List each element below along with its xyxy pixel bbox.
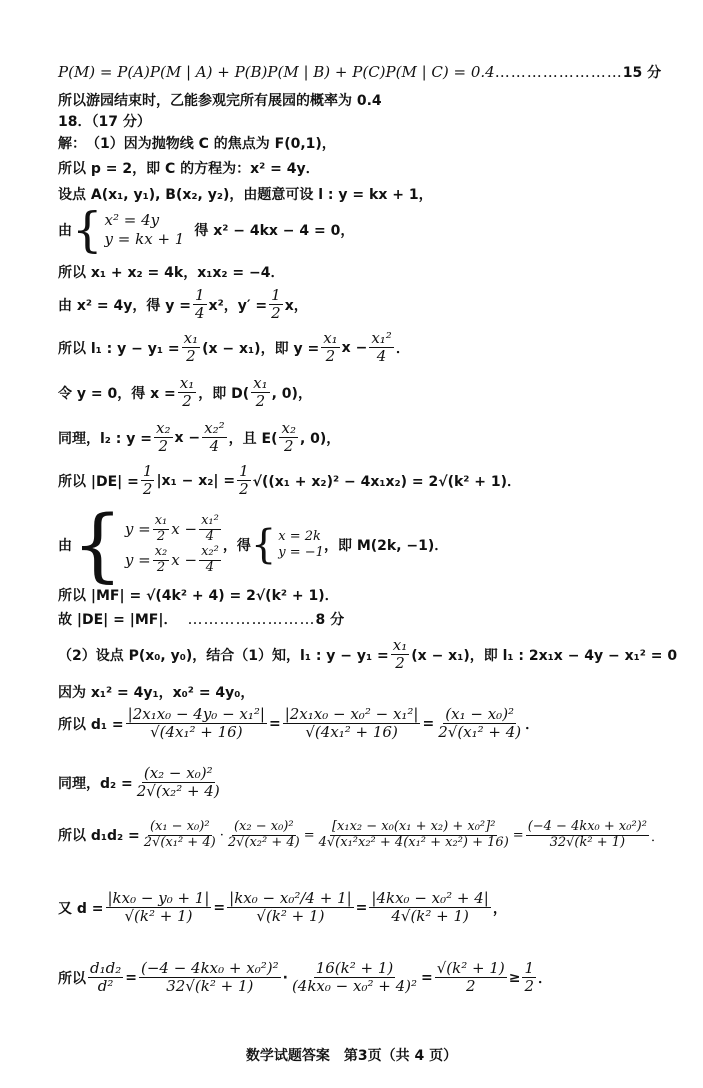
text: ．: [538, 970, 553, 987]
denominator: 2: [395, 654, 405, 673]
d-line: [58, 890, 507, 926]
text: x −: [174, 429, 201, 446]
fraction: [526, 820, 649, 851]
solution-label: 解：: [58, 136, 86, 152]
denominator: 4: [376, 347, 387, 366]
points-setup-line: [58, 184, 433, 204]
text: ，即 D(: [198, 385, 250, 402]
denominator: √(4x₁² + 16): [305, 723, 398, 742]
text: x，: [284, 297, 308, 314]
relation-line: [58, 682, 254, 702]
text: =: [421, 969, 433, 986]
fraction: [251, 375, 269, 411]
text: 又 d =: [58, 900, 104, 917]
text: 所以: [58, 970, 86, 987]
fraction: [154, 420, 172, 456]
numerator: (−4 − 4kx₀ + x₀²)²: [140, 959, 279, 977]
numerator: (x₁ − x₀)²: [149, 819, 210, 834]
question-number: [58, 111, 151, 131]
text: y =: [124, 550, 151, 569]
text: ．: [525, 716, 540, 733]
system-prefix: 由: [58, 538, 72, 554]
fraction: [141, 463, 155, 499]
result-x: x = 2k: [278, 528, 321, 544]
text: (x − x₁)，即 y =: [202, 340, 320, 357]
vieta-text: 所以 x₁ + x₂ = 4k，x₁x₂ = −4．: [58, 265, 285, 281]
numerator: x₁: [253, 374, 268, 392]
text: x −: [171, 550, 198, 569]
denominator: 2: [182, 392, 192, 411]
denominator: 2: [524, 977, 535, 996]
score-mark: 15 分: [622, 65, 662, 81]
numerator: (x₁ − x₀)²: [445, 705, 515, 723]
fraction: [227, 890, 354, 926]
denominator: 2: [283, 437, 294, 456]
denominator: √(4x₁² + 16): [150, 723, 243, 742]
fraction: [126, 706, 267, 742]
text: =: [268, 715, 281, 732]
system-line-2: [58, 498, 449, 591]
fraction: [153, 545, 170, 576]
numerator: x₂: [281, 419, 296, 437]
fraction: [142, 820, 218, 851]
part2-setup-line: [58, 637, 677, 673]
fraction: [199, 514, 221, 545]
numerator: x₁²: [371, 329, 392, 347]
text: =: [422, 715, 435, 732]
text: , 0)，: [299, 430, 341, 447]
text: √((x₁ + x₂)² − 4x₁x₂) = 2√(k² + 1)．: [252, 473, 522, 490]
fraction: [139, 960, 281, 996]
fraction: [237, 463, 251, 499]
numerator: 1: [271, 286, 281, 304]
denominator: 2: [465, 977, 476, 996]
text: |x₁ − x₂| =: [156, 472, 236, 489]
fraction: [182, 330, 200, 366]
numerator: |4kx₀ − x₀² + 4|: [371, 889, 489, 907]
text: 所以 l₁ : y − y₁ =: [58, 340, 180, 357]
text: 所以 d₁ =: [58, 716, 124, 733]
page-footer: 数学试题答案 第3页（共 4 页）: [245, 1048, 458, 1064]
numerator: x₁²: [201, 513, 219, 529]
text: 令 y = 0，得 x =: [58, 385, 176, 402]
fraction: [135, 765, 222, 801]
text: ．: [395, 340, 410, 357]
ratio-line: [58, 960, 552, 996]
denominator: d²: [97, 977, 114, 996]
denominator: 32√(k² + 1): [166, 977, 254, 996]
denominator: √(k² + 1): [124, 907, 193, 926]
denominator: 2√(x₂² + 4): [227, 834, 300, 850]
text: 所以 d₁d₂ =: [58, 828, 140, 845]
mf-length-text: 所以 |MF| = √(4k² + 4) = 2√(k² + 1)．: [58, 588, 339, 604]
fraction: [369, 330, 394, 366]
denominator: 2: [186, 347, 196, 366]
system-result: 得 x² − 4kx − 4 = 0，: [194, 223, 355, 239]
denominator: 4√(k² + 1): [391, 907, 469, 926]
denominator: 4: [205, 529, 215, 545]
denominator: 2: [156, 559, 166, 575]
fraction: [369, 890, 490, 926]
numerator: 1: [195, 286, 205, 304]
equation-system: [72, 202, 185, 258]
fraction: [391, 637, 409, 673]
numerator: 1: [239, 462, 249, 480]
text: ≥: [508, 969, 521, 986]
fraction: [283, 706, 421, 742]
denominator: 2: [239, 480, 249, 499]
numerator: x₁: [392, 636, 408, 654]
fraction: [290, 960, 419, 996]
left-brace-icon: {: [72, 498, 123, 591]
text: ·: [219, 827, 224, 843]
text: ，即 M(2k, −1)．: [323, 538, 449, 554]
vieta-line: [58, 262, 284, 282]
fraction: [522, 960, 536, 996]
numerator: 1: [142, 462, 153, 480]
numerator: (−4 − 4kx₀ + x₀²)²: [527, 819, 647, 834]
denominator: 4: [209, 437, 220, 456]
text: ，且 E(: [228, 430, 278, 447]
denominator: 4: [205, 559, 215, 575]
denominator: 2: [156, 529, 166, 545]
left-brace-icon: {: [250, 522, 277, 568]
numerator: |2x₁x₀ − x₀² − x₁²|: [284, 705, 419, 723]
result-system: [250, 522, 324, 568]
numerator: x₂: [156, 419, 171, 437]
system-eq-2: y = kx + 1: [104, 230, 185, 248]
score-mark: 8 分: [315, 612, 345, 628]
system-eq-1: x² = 4y: [104, 211, 160, 230]
denominator: 2: [255, 392, 266, 411]
d2-line: [58, 765, 224, 801]
numerator: d₁d₂: [90, 959, 122, 977]
text: x²，y′ =: [208, 297, 268, 314]
equation-system: [72, 498, 223, 591]
denominator: 2: [158, 437, 169, 456]
solution-intro-text: （1）因为抛物线 C 的焦点为 F(0,1)，: [86, 136, 336, 152]
numerator: x₁: [154, 513, 168, 529]
numerator: 1: [524, 959, 535, 977]
conclusion-line: [58, 90, 382, 110]
text: ，得: [222, 538, 251, 554]
denominator: 2√(x₁² + 4): [438, 723, 522, 742]
mf-length-line: [58, 585, 339, 605]
text: ·: [282, 969, 288, 986]
fraction: [226, 820, 302, 851]
fraction: [193, 287, 207, 323]
numerator: x₁: [179, 374, 195, 392]
text: ．: [650, 829, 664, 845]
probability-formula: P(M) = P(A)P(M | A) + P(B)P(M | B) + P(C)P(M | C) = 0.4: [58, 63, 495, 81]
text: x −: [171, 519, 198, 538]
denominator: 2: [271, 304, 281, 323]
parabola-equation-text: 所以 p = 2，即 C 的方程为：x² = 4y．: [58, 161, 320, 177]
dotted-leader: ……………………: [187, 610, 316, 628]
numerator: x₁: [323, 329, 338, 347]
de-length-line: [58, 463, 521, 499]
fraction: [435, 960, 507, 996]
text: =: [303, 827, 315, 843]
system-prefix: 由: [58, 223, 72, 239]
fraction: [178, 375, 196, 411]
numerator: x₂²: [201, 544, 219, 559]
text: =: [125, 969, 137, 986]
system-line-1: [58, 202, 355, 258]
probability-formula-line: [58, 62, 661, 82]
denominator: (4kx₀ − x₀² + 4)²: [291, 977, 417, 996]
text: 所以 |DE| =: [58, 473, 139, 490]
dotted-leader: ……………………: [494, 63, 623, 81]
denominator: √(k² + 1): [256, 907, 325, 926]
denominator: 2: [325, 347, 336, 366]
text: 同理，l₂ : y =: [58, 430, 153, 447]
numerator: (x₂ − x₀)²: [143, 764, 213, 782]
question-number-text: 18．（17 分）: [58, 114, 151, 130]
denominator: 2√(x₁² + 4): [143, 834, 216, 850]
text: , 0)，: [271, 385, 312, 402]
equality-text: 故 |DE| = |MF|．: [58, 612, 178, 628]
fraction: [88, 960, 123, 996]
point-d-line: [58, 375, 312, 411]
denominator: 4√(x₁²x₂² + 4(x₁² + x₂²) + 16): [318, 834, 509, 850]
derivative-line: [58, 287, 308, 323]
numerator: x₂: [154, 544, 168, 559]
fraction: [279, 420, 297, 456]
fraction: [202, 420, 227, 456]
system-eq-2: [125, 545, 223, 576]
fraction: [436, 706, 523, 742]
fraction: [269, 287, 283, 323]
text: =: [213, 899, 226, 916]
denominator: 32√(k² + 1): [549, 834, 626, 850]
solution-intro: [58, 133, 336, 153]
numerator: √(k² + 1): [436, 959, 505, 977]
fraction: [199, 545, 221, 576]
relation-text: 因为 x₁² = 4y₁，x₀² = 4y₀，: [58, 685, 255, 701]
numerator: |2x₁x₀ − 4y₀ − x₁²|: [127, 705, 265, 723]
equality-line: [58, 609, 344, 629]
numerator: |kx₀ − x₀²/4 + 1|: [229, 889, 352, 907]
denominator: 4: [195, 304, 205, 323]
text: ，: [492, 900, 507, 917]
text: =: [355, 899, 368, 916]
tangent-l1-line: [58, 330, 410, 366]
system-eq-1: [125, 514, 223, 545]
numerator: x₁: [183, 329, 199, 347]
numerator: |kx₀ − y₀ + 1|: [107, 889, 210, 907]
text: =: [512, 827, 524, 843]
left-brace-icon: {: [72, 202, 103, 258]
denominator: 2: [142, 480, 153, 499]
numerator: x₂²: [204, 419, 225, 437]
d1d2-line: [58, 820, 664, 851]
fraction: [321, 330, 339, 366]
result-y: y = −1: [278, 545, 324, 560]
fraction: [153, 514, 170, 545]
points-setup-text: 设点 A(x₁, y₁), B(x₂, y₂)，由题意可设 l : y = kx + 1，: [58, 187, 433, 203]
denominator: 2√(x₂² + 4): [136, 782, 220, 801]
numerator: [x₁x₂ − x₀(x₁ + x₂) + x₀²]²: [331, 819, 496, 834]
fraction: [317, 820, 511, 851]
text: y =: [124, 519, 151, 538]
text: 由 x² = 4y，得 y =: [58, 297, 191, 314]
fraction: [106, 890, 212, 926]
text: 同理，d₂ =: [58, 775, 133, 792]
parabola-equation-line: [58, 158, 320, 178]
text: (x − x₁)，即 l₁ : 2x₁x − 4y − x₁² = 0: [411, 647, 678, 664]
d1-line: [58, 706, 539, 742]
numerator: 16(k² + 1): [315, 959, 394, 977]
text: （2）设点 P(x₀, y₀)，结合（1）知，l₁ : y − y₁ =: [58, 647, 389, 664]
numerator: (x₂ − x₀)²: [233, 819, 294, 834]
tangent-l2-line: [58, 420, 340, 456]
text: x −: [341, 339, 368, 356]
conclusion-text: 所以游园结束时，乙能参观完所有展园的概率为 0.4: [58, 93, 382, 109]
